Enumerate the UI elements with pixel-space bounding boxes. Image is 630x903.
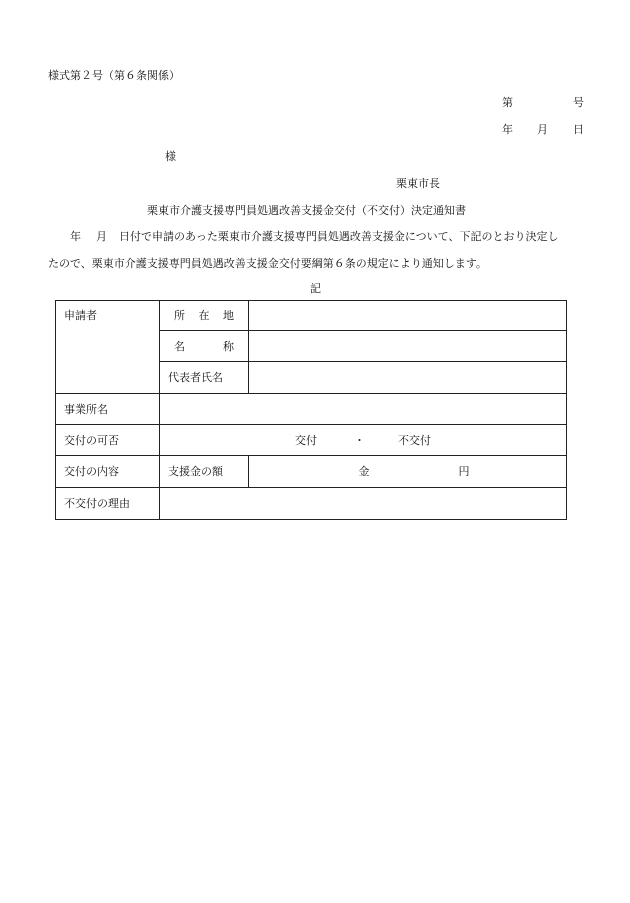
date-day: 日 <box>573 123 584 136</box>
form-number: 様式第２号（第６条関係） <box>48 69 180 82</box>
decision-separator: ・ <box>354 433 365 447</box>
address-label-char: 在 <box>198 309 210 322</box>
decision-option-grant[interactable]: 交付 <box>295 433 317 447</box>
name-label-char: 名 <box>174 339 185 353</box>
document-title: 栗東市介護支援専門員処遇改善支援金交付（不交付）決定通知書 <box>147 204 466 217</box>
name-label <box>160 331 249 362</box>
decision-value[interactable] <box>160 425 567 456</box>
document-number-prefix: 第 <box>502 96 513 109</box>
applicant-label: 申請者 <box>56 301 160 394</box>
addressee-honorific: 様 <box>165 150 176 163</box>
reason-value[interactable] <box>160 488 567 520</box>
name-label-char: 称 <box>223 339 234 353</box>
representative-value[interactable] <box>249 362 567 394</box>
body-line-1: 日付で申請のあった栗東市介護支援専門員処遇改善支援金について、下記のとおり決定し <box>119 230 559 243</box>
amount-unit: 円 <box>458 465 470 478</box>
body-line-2: たので、栗東市介護支援専門員処遇改善支援金交付要綱第６条の規定により通知します。 <box>48 257 487 270</box>
decision-label: 交付の可否 <box>56 425 160 456</box>
issuer: 栗東市長 <box>396 177 440 190</box>
form-table <box>55 300 567 520</box>
body-month: 月 <box>96 230 107 243</box>
office-value[interactable] <box>160 394 567 425</box>
body-year: 年 <box>70 230 81 243</box>
address-value[interactable] <box>249 301 567 331</box>
amount-value[interactable] <box>249 456 567 488</box>
address-label <box>160 301 249 331</box>
name-value[interactable] <box>249 331 567 362</box>
date-year: 年 <box>502 123 513 136</box>
address-label-char: 所 <box>174 309 185 322</box>
ki-heading: 記 <box>310 282 321 295</box>
decision-option-deny[interactable]: 不交付 <box>398 433 431 447</box>
address-label-char: 地 <box>223 309 234 322</box>
date-month: 月 <box>537 123 548 136</box>
representative-label: 代表者氏名 <box>160 362 249 394</box>
office-label: 事業所名 <box>56 394 160 425</box>
content-label: 交付の内容 <box>56 456 160 488</box>
reason-label: 不交付の理由 <box>56 488 160 520</box>
document-number-suffix: 号 <box>573 96 584 109</box>
amount-label: 支援金の額 <box>160 456 249 488</box>
amount-prefix: 金 <box>358 465 370 478</box>
